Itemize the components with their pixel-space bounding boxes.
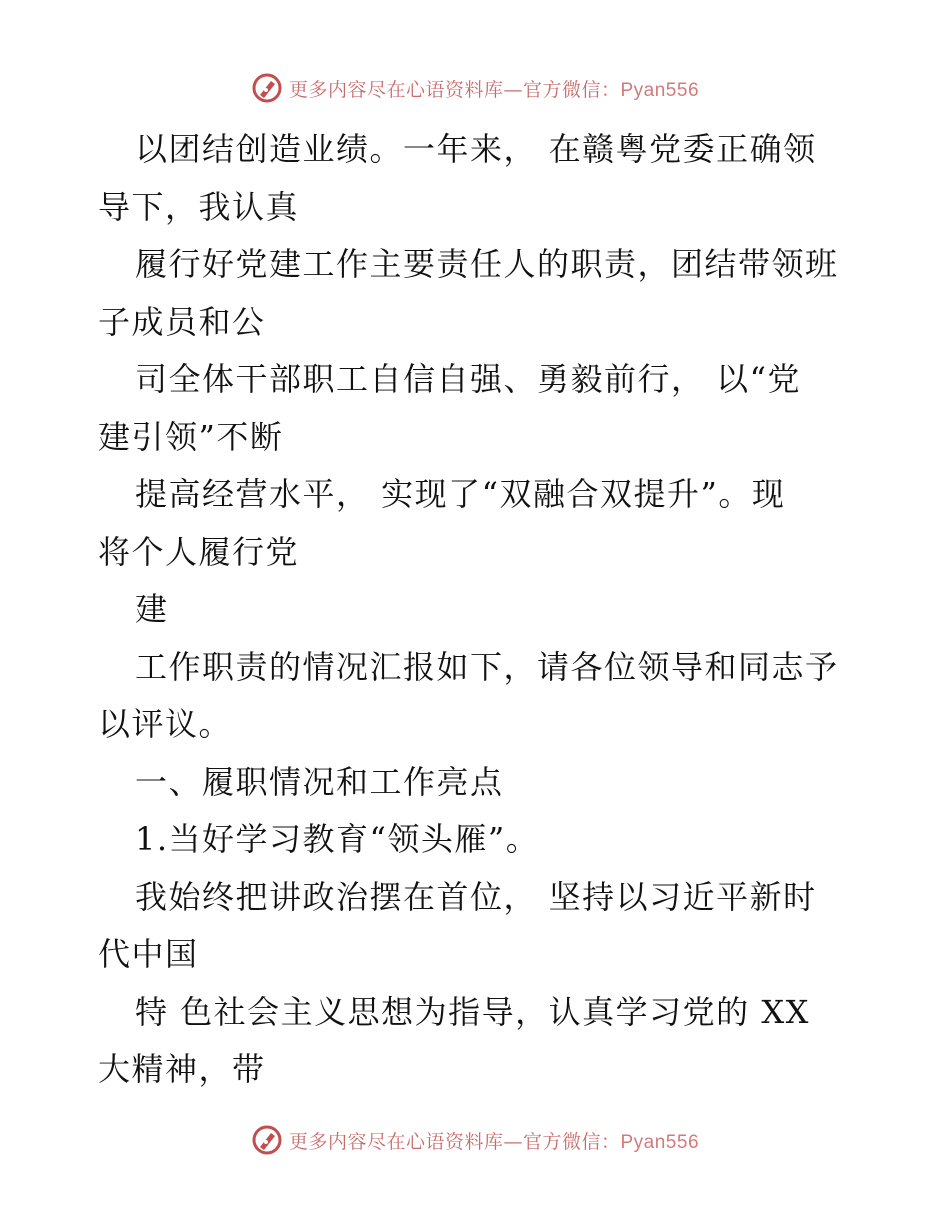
watermark-main-text: 更多内容尽在心语资料库—官方微信： <box>288 1130 621 1153</box>
document-line: 司全体干部职工自信自强、勇毅前行， 以“党 <box>135 360 802 398</box>
footer-watermark <box>0 1120 950 1160</box>
document-line: 将个人履行党 <box>98 532 300 571</box>
document-line: 以团结创造业绩。一年来， 在赣粤党委正确领 <box>135 130 817 168</box>
watermark-wechat-id: Pyan556 <box>620 79 700 101</box>
document-line: 代中国 <box>98 935 199 973</box>
watermark-main-text: 更多内容尽在心语资料库—官方微信： <box>288 78 621 101</box>
pen-nib-circle-icon <box>251 1124 283 1156</box>
document-line: 大精神，带 <box>98 1050 266 1088</box>
header-watermark <box>0 68 950 108</box>
document-line: 建 <box>135 590 169 628</box>
document-line: 建引领”不断 <box>98 417 284 456</box>
document-line: 我始终把讲政治摆在首位， 坚持以习近平新时 <box>135 877 817 916</box>
document-line: 1.当好学习教育“领头雁”。 <box>135 820 540 858</box>
document-line: 工作职责的情况汇报如下，请各位领导和同志予 <box>135 647 839 686</box>
document-line: 提高经营水平， 实现了“双融合双提升”。现 <box>135 475 786 513</box>
document-body <box>98 121 858 1099</box>
watermark-text <box>289 1127 699 1154</box>
watermark-wechat-id: Pyan556 <box>620 1131 700 1153</box>
watermark-text <box>289 75 699 102</box>
document-line: 特 色社会主义思想为指导，认真学习党的 XX <box>135 992 810 1031</box>
document-line: 履行好党建工作主要责任人的职责，团结带领班 <box>135 245 839 283</box>
pen-nib-circle-icon <box>251 72 283 104</box>
document-line: 以评议。 <box>98 705 233 743</box>
document-line: 一、履职情况和工作亮点 <box>135 762 504 801</box>
document-line: 子成员和公 <box>98 302 266 341</box>
document-line: 导下，我认真 <box>98 187 300 226</box>
